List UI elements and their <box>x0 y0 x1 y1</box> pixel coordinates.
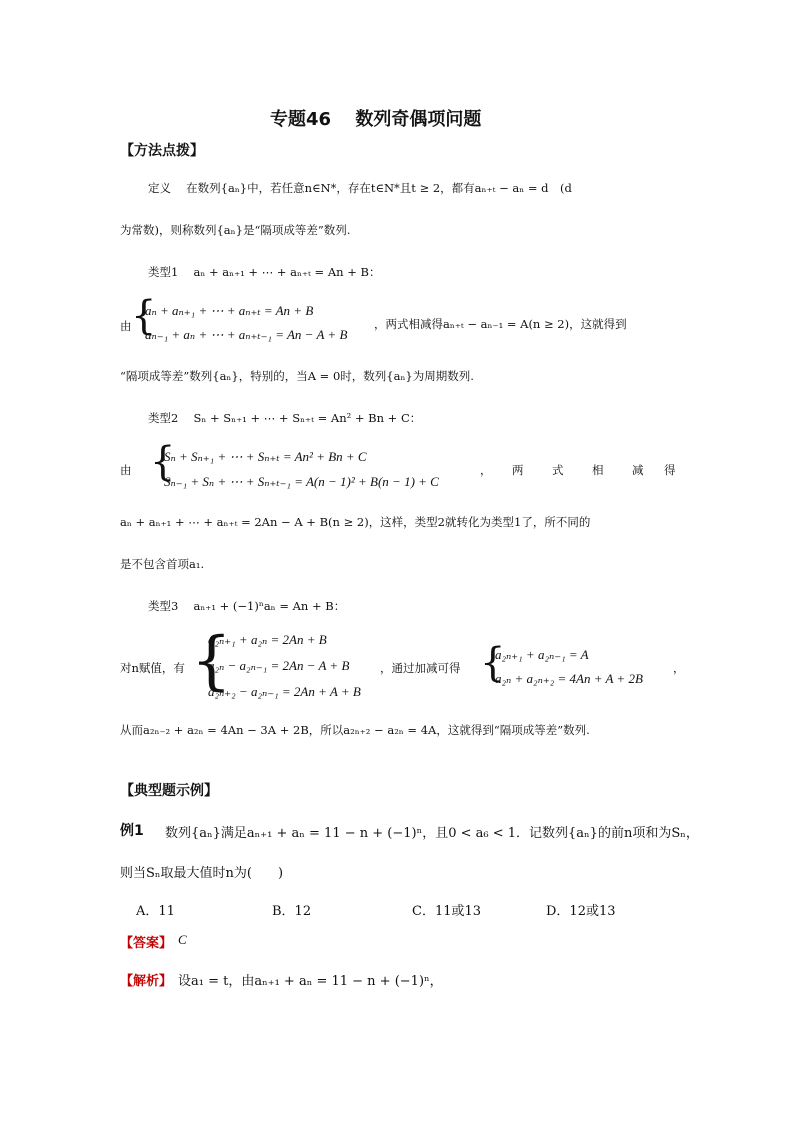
section-examples-heading: 【典型题示例】 <box>120 783 218 799</box>
option-a: A．11 <box>136 904 175 919</box>
analysis-label: 【解析】 <box>120 974 173 989</box>
option-c: C．11或13 <box>412 904 482 919</box>
example1-label: 例1 <box>120 823 144 839</box>
type3-result-line-1: a₂ₙ₊₁ + a₂ₙ₋₁ = A <box>495 647 589 662</box>
type2-prefix: 由 <box>120 463 132 477</box>
type2-system-line-2: Sₙ₋₁ + Sₙ + ⋯ + Sₙ₊ₜ₋₁ = A(n − 1)² + B(n − 1) + C <box>164 474 439 489</box>
section-method-heading: 【方法点拨】 <box>120 143 204 159</box>
type3-end-comma: ， <box>673 661 685 675</box>
analysis-text: 设a₁ = t，由aₙ₊₁ + aₙ = 11 − n + (−1)ⁿ， <box>178 974 443 989</box>
type2-system-line-1: Sₙ + Sₙ₊₁ + ⋯ + Sₙ₊ₜ = An² + Bn + C <box>164 449 367 464</box>
type1-line-3: “隔项成等差”数列{aₙ}，特别的，当A = 0时，数列{aₙ}为周期数列. <box>120 369 474 383</box>
type3-system-line-2: a₂ₙ − a₂ₙ₋₁ = 2An − A + B <box>208 658 350 673</box>
type1-prefix: 由 <box>120 319 132 333</box>
answer-label: 【答案】 <box>120 936 173 951</box>
type2-tail-6: 得 <box>664 463 676 477</box>
page-title: 专题46 数列奇偶项问题 <box>270 109 482 130</box>
type2-tail-1: ， <box>480 463 492 477</box>
type2-brace-icon: { <box>150 439 176 485</box>
type3-system-line-1: a₂ₙ₊₁ + a₂ₙ = 2An + B <box>208 632 327 647</box>
definition-line-2: 为常数)，则称数列{aₙ}是“隔项成等差”数列. <box>120 223 351 237</box>
option-b: B．12 <box>272 904 312 919</box>
type3-system-line-3: a₂ₙ₊₂ − a₂ₙ₋₁ = 2An + A + B <box>208 684 361 699</box>
type3-heading: 类型3 aₙ₊₁ + (−1)ⁿaₙ = An + B： <box>148 599 346 613</box>
type3-result-line-2: a₂ₙ + a₂ₙ₊₂ = 4An + A + 2B <box>495 671 643 686</box>
type2-heading: 类型2 Sₙ + Sₙ₊₁ + ⋯ + Sₙ₊ₜ = An² + Bn + C： <box>148 411 422 425</box>
type3-middle-text: ，通过加减可得 <box>380 661 461 675</box>
type1-brace-icon: { <box>131 293 157 339</box>
type3-prefix: 对n赋值，有 <box>120 661 185 675</box>
type3-final-line: 从而a₂ₙ₋₂ + a₂ₙ = 4An − 3A + 2B，所以a₂ₙ₊₂ − a₂ₙ = 4A，这就得到“隔项成等差”数列. <box>120 723 590 737</box>
type2-tail-5: 减 <box>632 463 644 477</box>
example1-stem-line-2: 则当Sₙ取最大值时n为( ) <box>120 866 284 881</box>
type2-tail-2: 两 <box>512 463 524 477</box>
type3-brace2-icon: { <box>480 640 506 686</box>
type1-system-line-1: aₙ + aₙ₊₁ + ⋯ + aₙ₊ₜ = An + B <box>145 303 314 318</box>
type2-line-3: aₙ + aₙ₊₁ + ⋯ + aₙ₊ₜ = 2An − A + B(n ≥ 2)，这样，类型2就转化为类型1了，所不同的 <box>120 515 591 529</box>
example1-stem-line-1: 数列{aₙ}满足aₙ₊₁ + aₙ = 11 − n + (−1)ⁿ，且0 < a₆ < 1．记数列{aₙ}的前n项和为Sₙ， <box>165 826 699 841</box>
type3-brace-icon: { <box>191 624 232 698</box>
type2-line-4: 是不包含首项a₁. <box>120 557 205 571</box>
type1-tail: ，两式相减得aₙ₊ₜ − aₙ₋₁ = A(n ≥ 2)，这就得到 <box>374 317 627 331</box>
definition-line-1: 定义 在数列{aₙ}中，若任意n∈N*，存在t∈N*且t ≥ 2，都有aₙ₊ₜ − aₙ = d (d <box>148 181 572 195</box>
type1-heading: 类型1 aₙ + aₙ₊₁ + ⋯ + aₙ₊ₜ = An + B： <box>148 265 381 279</box>
option-d: D．12或13 <box>546 904 616 919</box>
type2-tail-3: 式 <box>552 463 564 477</box>
type1-system-line-2: aₙ₋₁ + aₙ + ⋯ + aₙ₊ₜ₋₁ = An − A + B <box>145 327 348 342</box>
answer-value: C <box>178 932 187 947</box>
type2-tail-4: 相 <box>592 463 604 477</box>
